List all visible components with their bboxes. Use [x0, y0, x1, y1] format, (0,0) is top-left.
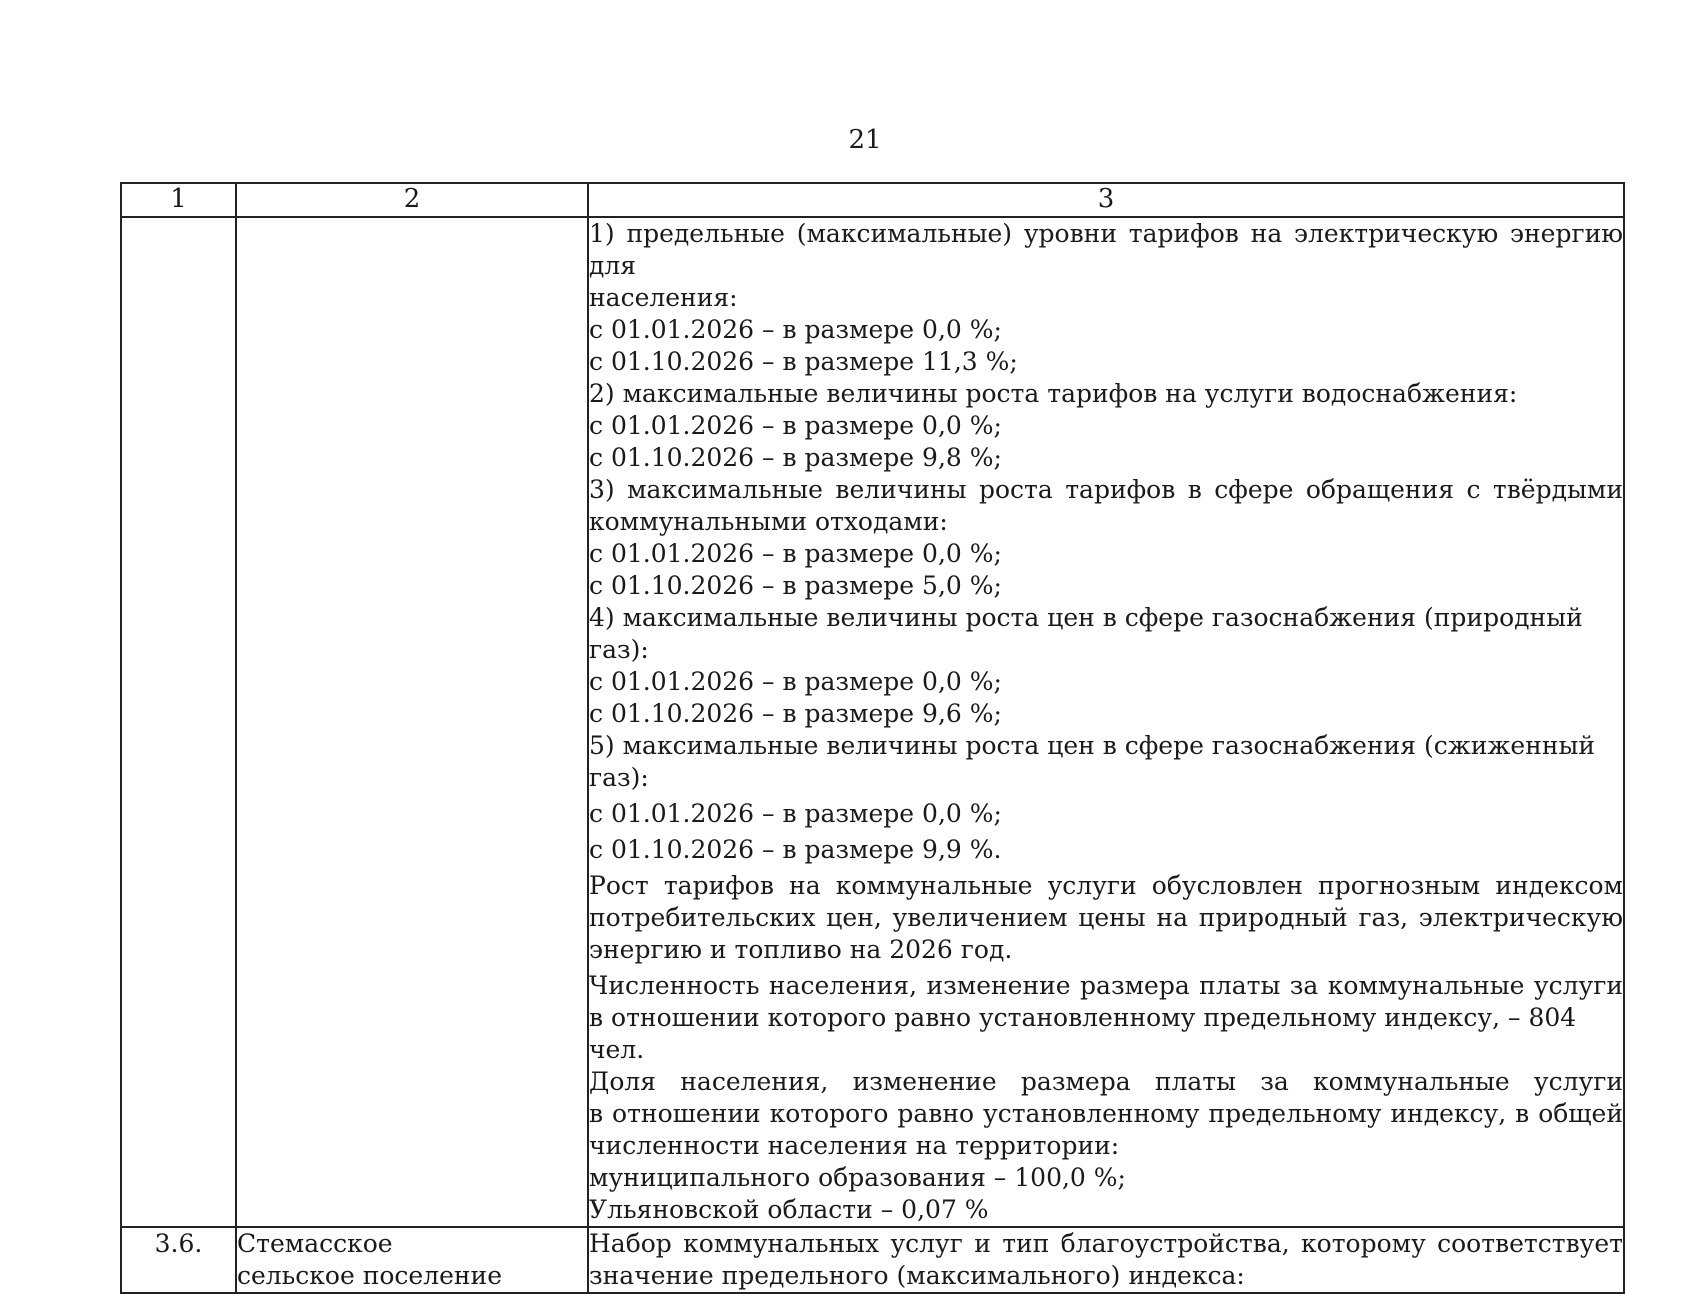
header-col-1: 1	[121, 183, 236, 217]
row1-col1	[121, 217, 236, 1227]
text-line: коммунальными отходами:	[589, 507, 948, 536]
table-row	[121, 217, 1624, 1227]
page-number: 21	[848, 125, 882, 155]
text-line: 1) предельные (максимальные) уровни тарифов на электрическую энергию для	[589, 219, 1623, 280]
row2-description	[588, 1227, 1624, 1293]
text-line: с 01.10.2026 – в размере 5,0 %;	[589, 571, 1002, 600]
text-line: Ульяновской области – 0,07 %	[589, 1195, 989, 1224]
row2-settlement-name	[236, 1227, 588, 1293]
text-line: 4) максимальные величины роста цен в сфере газоснабжения (природный газ):	[589, 603, 1583, 664]
text-line: значение предельного (максимального) индекса:	[589, 1261, 1245, 1290]
text-line: с 01.10.2026 – в размере 9,8 %;	[589, 443, 1002, 472]
table-row	[121, 1227, 1624, 1293]
row1-description	[588, 217, 1624, 1227]
text-line: с 01.01.2026 – в размере 0,0 %;	[589, 799, 1002, 828]
text-line: численности населения на территории:	[589, 1131, 1120, 1160]
text-line: с 01.01.2026 – в размере 0,0 %;	[589, 411, 1002, 440]
header-col-2: 2	[236, 183, 588, 217]
text-line: Численность населения, изменение размера платы за коммунальные услуги	[589, 971, 1623, 1000]
text-line: в отношении которого равно установленному предельному индексу, в общей	[589, 1099, 1623, 1128]
tariff-table	[120, 182, 1625, 1294]
settlement-name-line: Стемасское	[237, 1229, 393, 1258]
text-line: с 01.10.2026 – в размере 9,9 %.	[589, 835, 1002, 864]
text-line: в отношении которого равно установленному предельному индексу, – 804 чел.	[589, 1003, 1577, 1064]
text-line: энергию и топливо на 2026 год.	[589, 935, 1013, 964]
text-line: с 01.01.2026 – в размере 0,0 %;	[589, 539, 1002, 568]
text-line: Доля населения, изменение размера платы за коммунальные услуги	[589, 1067, 1623, 1096]
row2-number: 3.6.	[121, 1227, 236, 1293]
text-line: с 01.01.2026 – в размере 0,0 %;	[589, 315, 1002, 344]
text-line: с 01.10.2026 – в размере 9,6 %;	[589, 699, 1002, 728]
text-line: с 01.10.2026 – в размере 11,3 %;	[589, 347, 1018, 376]
header-col-3: 3	[588, 183, 1624, 217]
text-line: Рост тарифов на коммунальные услуги обусловлен прогнозным индексом	[589, 871, 1623, 900]
text-line: с 01.01.2026 – в размере 0,0 %;	[589, 667, 1002, 696]
text-line: Набор коммунальных услуг и тип благоустройства, которому соответствует	[589, 1229, 1623, 1258]
text-line: населения:	[589, 283, 738, 312]
settlement-name-line: сельское поселение	[237, 1261, 503, 1290]
table-header-row	[121, 183, 1624, 217]
text-line: 3) максимальные величины роста тарифов в сфере обращения с твёрдыми	[589, 475, 1623, 504]
text-line: 5) максимальные величины роста цен в сфере газоснабжения (сжиженный газ):	[589, 731, 1596, 792]
text-line: муниципального образования – 100,0 %;	[589, 1163, 1126, 1192]
text-line: потребительских цен, увеличением цены на природный газ, электрическую	[589, 903, 1623, 932]
row1-col2	[236, 217, 588, 1227]
text-line: 2) максимальные величины роста тарифов на услуги водоснабжения:	[589, 379, 1518, 408]
